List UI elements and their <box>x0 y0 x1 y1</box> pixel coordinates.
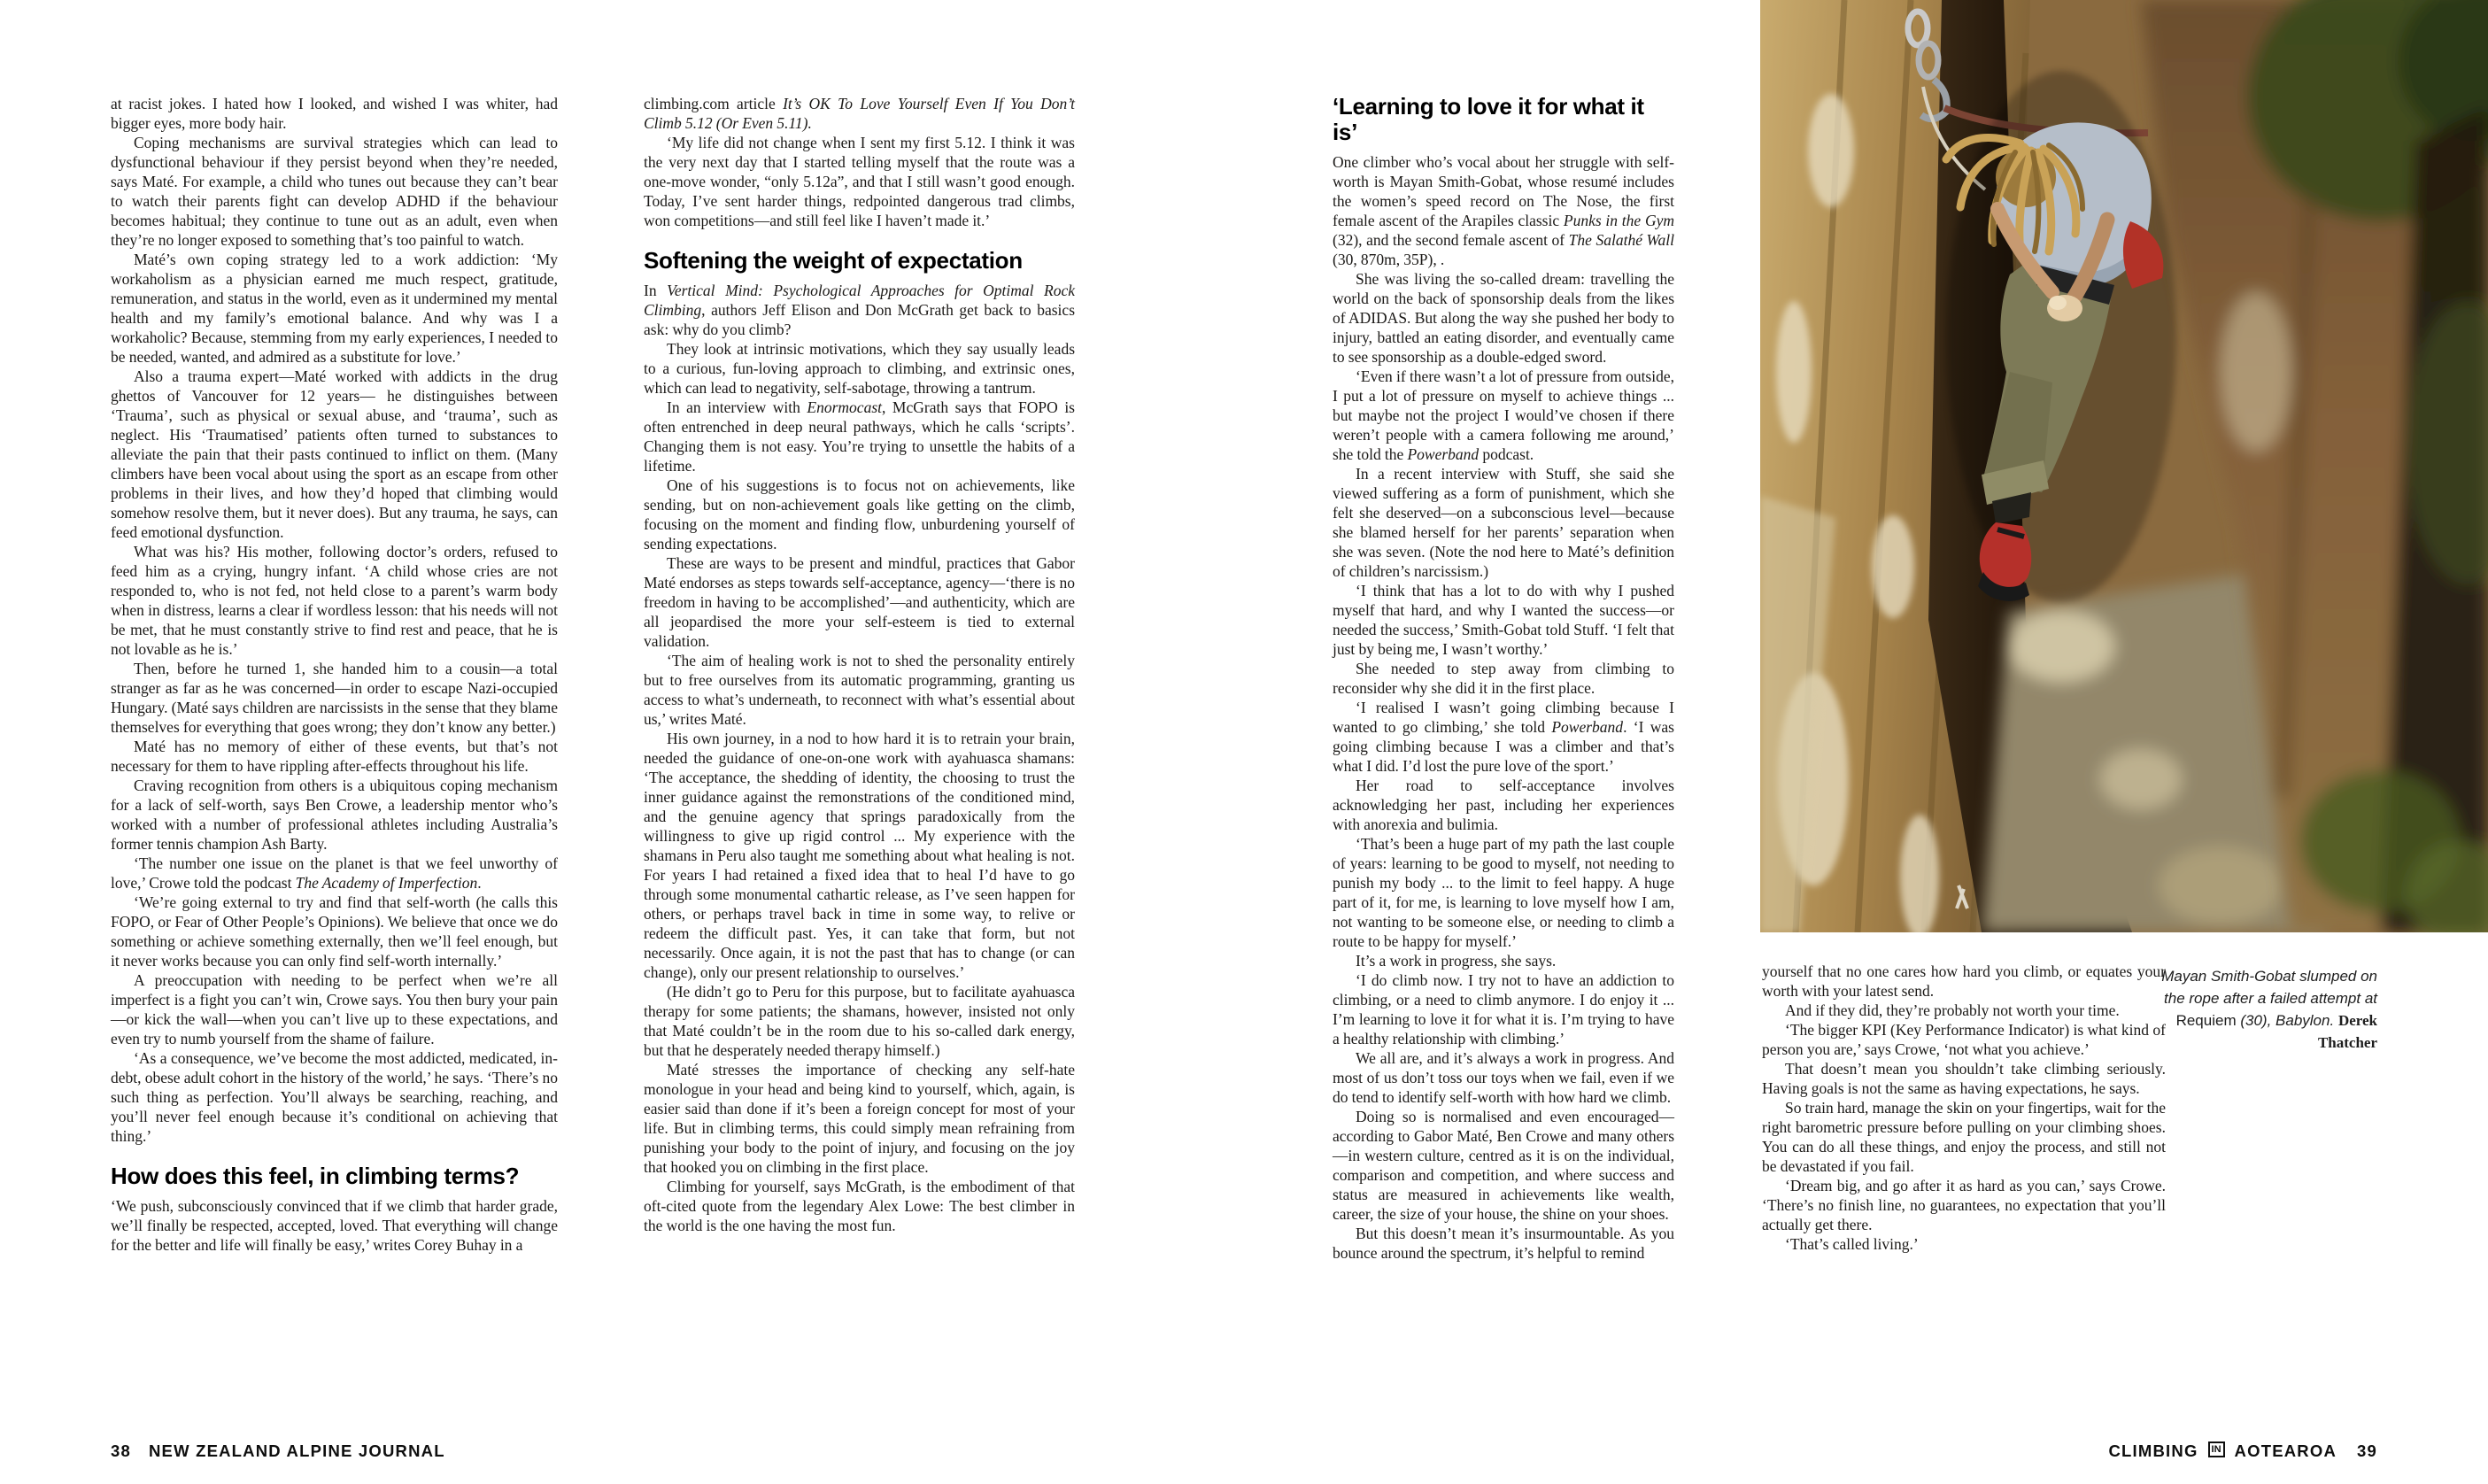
body-paragraph: In an interview with Enormocast, McGrath says that FOPO is often entrenched in deep neural pathways, which he calls ‘scripts’. Changing them is not easy. You’re trying to unsettle the habits of a lifetime. <box>644 398 1075 475</box>
body-paragraph: ‘The bigger KPI (Key Performance Indicator) is what kind of person you are,’ says Crowe, ‘not what you achieve.’ <box>1762 1021 2166 1058</box>
body-paragraph: Doing so is normalised and even encouraged—according to Gabor Maté, Ben Crowe and many others—in western culture, centred as it is on the individual, comparison and competition, and where success and status are measured in achievements like wealth, career, the size of your house, the shine on your shoes. <box>1333 1108 1674 1223</box>
footer-right <box>2108 1441 2377 1461</box>
section-heading-softening-expectation: Softening the weight of expectation <box>644 247 1023 274</box>
body-paragraph: ‘We’re going external to try and find that self-worth (he calls this FOPO, or Fear of Other People’s Opinions). We believe that once we do something or achieve something externally, then we’ll feel enough, but it never works because you can only find self-worth internally.’ <box>111 893 558 970</box>
right-page-column-2 <box>1762 962 2166 1254</box>
body-paragraph: Craving recognition from others is a ubiquitous coping mechanism for a lack of self-worth, says Ben Crowe, a leadership mentor who’s worked with a number of professional athletes including Australia’s former tennis champion Ash Barty. <box>111 777 558 853</box>
footer-word-aotearoa: AOTEAROA <box>2234 1441 2337 1460</box>
body-paragraph: Coping mechanisms are survival strategies which can lead to dysfunctional behaviour if they persist beyond when they’re needed, says Maté. For example, a child who tunes out because they can’t bear to watch their parents fight can develop ADHD if the behaviour becomes habitual; they continue to tune out as an adult, even when they’re no longer exposed to something that’s too painful to watch. <box>111 134 558 249</box>
body-paragraph: Her road to self-acceptance involves acknowledging her past, including her experiences with anorexia and bulimia. <box>1333 777 1674 833</box>
body-paragraph: What was his? His mother, following doctor’s orders, refused to feed him as a crying, hungry infant. ‘A child whose cries are not responded to, who is not fed, not held close to a parent’s warm body when in distress, learns a clear if wordless lesson: that his needs will not be met, that he must constantly strive to find rest and peace, that he is not lovable as he is.’ <box>111 543 558 658</box>
body-paragraph: ‘My life did not change when I sent my first 5.12. I think it was the very next day that I started telling myself that the route was a one-move wonder, “only 5.12a”, and that I still wasn’t good enough. Today, I’ve sent harder things, redpointed dangerous trad climbs, won competitions—and still feel like I haven’t made it.’ <box>644 134 1075 229</box>
body-paragraph: ‘The aim of healing work is not to shed the personality entirely but to free ourselves from its automatic programming, granting us access to what’s underneath, to reconnect with what’s essential about us,’ writes Maté. <box>644 652 1075 728</box>
footer-left <box>111 1441 445 1461</box>
body-paragraph: One climber who’s vocal about her struggle with self-worth is Mayan Smith-Gobat, whose resumé includes the women’s speed record on The Nose, the first female ascent of the Arapiles classic Punks in the Gym (32), and the second female ascent of The Salathé Wall (30, 870m, 35P), . <box>1333 153 1674 268</box>
body-paragraph: climbing.com article It’s OK To Love Yourself Even If You Don’t Climb 5.12 (Or Even 5.11). <box>644 95 1075 132</box>
body-paragraph: ‘We push, subconsciously convinced that if we climb that harder grade, we’ll finally be respected, accepted, loved. That everything will change for the better and life will finally be easy,’ writes Corey Buhay in a <box>111 1197 558 1254</box>
body-paragraph: Climbing for yourself, says McGrath, is the embodiment of that oft-cited quote from the legendary Alex Lowe: The best climber in the world is the one having the most fun. <box>644 1178 1075 1234</box>
body-paragraph: A preoccupation with needing to be perfect when we’re all imperfect is a fight you can’t win, Crowe says. You then bury your pain—or kick the wall—when you can’t live up to these expectations, and even try to numb yourself from the shame of failure. <box>111 971 558 1047</box>
section-heading-learning-to-love-it: ‘Learning to love it for what it is’ <box>1333 93 1644 145</box>
body-paragraph: yourself that no one cares how hard you climb, or equates your worth with your latest send. <box>1762 962 2166 1000</box>
body-paragraph: ‘That’s been a huge part of my path the last couple of years: learning to be good to myself, not needing to punish my body ... to the limit to feel happy. A huge part of it, for me, is learning to love myself how I am, not wanting to be someone else, or needing to climb a route to be happy for myself.’ <box>1333 835 1674 950</box>
body-paragraph: So train hard, manage the skin on your fingertips, wait for the right barometric pressure before pulling on your climbing shoes. You can do all these things, and enjoy the process, and still not be devastated if you fail. <box>1762 1099 2166 1175</box>
body-paragraph: ‘The number one issue on the planet is that we feel unworthy of love,’ Crowe told the podcast The Academy of Imperfection. <box>111 854 558 892</box>
body-paragraph: One of his suggestions is to focus not on achievements, like sending, but on non-achievement goals like getting on the climb, focusing on the moment and finding flow, unburdening yourself of sending expectations. <box>644 476 1075 553</box>
body-paragraph: Maté has no memory of either of these events, but that’s not necessary for them to have rippling after-effects throughout his life. <box>111 738 558 775</box>
body-paragraph: She was living the so-called dream: travelling the world on the back of sponsorship deals from the likes of ADIDAS. But along the way she pushed her body to injury, battled an eating disorder, and eventually came to see sponsorship as a double-edged sword. <box>1333 270 1674 366</box>
body-paragraph: They look at intrinsic motivations, which they say usually leads to a curious, fun-loving approach to climbing, and extrinsic ones, which can lead to negativity, self-sabotage, throwing a tantrum. <box>644 340 1075 397</box>
body-paragraph: ‘As a consequence, we’ve become the most addicted, medicated, in-debt, obese adult cohort in the history of the world,’ he says. ‘There’s no such thing as perfection. You’ll always be searching, reaching, and you’ll never feel enough because it’s conditional on achieving that thing.’ <box>111 1049 558 1145</box>
climber-figure <box>1946 71 2176 602</box>
body-paragraph: She needed to step away from climbing to reconsider why she did it in the first place. <box>1333 660 1674 697</box>
left-page-column-2 <box>644 94 1075 1235</box>
body-paragraph: Also a trauma expert—Maté worked with addicts in the drug ghettos of Vancouver for 12 years— he distinguishes between ‘Trauma’, such as physical or sexual abuse, and ‘trauma’, such as neglect. His ‘Traumatised’ patients often turned to substances to alleviate the pain that their pasts continued to inflict on them. (Many climbers have been vocal about using the sport as an escape from other problems in their lives, and how they’d hoped that climbing would somehow resolve them, but it never does). But any trauma, he says, can feed emotional dysfunction. <box>111 367 558 541</box>
body-paragraph: ‘That’s called living.’ <box>1785 1235 1919 1253</box>
body-paragraph: at racist jokes. I hated how I looked, and wished I was whiter, had bigger eyes, more body hair. <box>111 95 558 132</box>
body-paragraph: Then, before he turned 1, she handed him to a cousin—a total stranger as far as he was concerned—in order to escape Nazi-occupied Hungary. (Maté says children are narcissists in the sense that they blame themselves for everything that goes wrong; they don’t know any better.) <box>111 660 558 736</box>
body-paragraph: It’s a work in progress, she says. <box>1356 952 1557 970</box>
right-page-column-1 <box>1333 94 1674 1263</box>
in-badge: IN <box>2208 1441 2225 1457</box>
body-paragraph: ‘I do climb now. I try not to have an addiction to climbing, or a need to climb anymore. I do enjoy it ... I’m learning to love it for what it is. I’m trying to have a healthy relationship with climbing.’ <box>1333 971 1674 1047</box>
body-paragraph: ‘I think that has a lot to do with why I pushed myself that hard, and why I wanted the success—or needed the success,’ Smith-Gobat told Stuff. ‘I felt that just by being me, I wasn’t worthy.’ <box>1333 582 1674 658</box>
photo-caption: Mayan Smith-Gobat slumped on the rope after a failed attempt at Requiem (30), Babylon. Derek Thatcher <box>2161 968 2377 1051</box>
body-paragraph: Maté’s own coping strategy led to a work addiction: ‘My workaholism as a physician earned me much respect, gratitude, remuneration, and status in the world, even as it undermined my mental health and my family’s emotional balance. And why was I a workaholic? Because, stemming from my early experiences, I needed to be needed, wanted, and admired as a substitute for love.’ <box>111 251 558 366</box>
body-paragraph: (He didn’t go to Peru for this purpose, but to facilitate ayahuasca therapy for some patients; the shamans, however, insisted not only that Maté couldn’t be in the room due to his so-called dark energy, but that he desperately needed therapy himself.) <box>644 983 1075 1059</box>
body-paragraph: ‘Dream big, and go after it as hard as you can,’ says Crowe. ‘There’s no finish line, no guarantees, no expectation that you’ll actually get there. <box>1762 1177 2166 1233</box>
section-heading-how-does-this-feel: How does this feel, in climbing terms? <box>111 1163 520 1189</box>
page-number-right: 39 <box>2357 1441 2377 1460</box>
body-paragraph: His own journey, in a nod to how hard it is to retrain your brain, needed the guidance of one-on-one work with ayahuasca shamans: ‘The acceptance, the shedding of identity, the choosing to trust the inner guidance against the remonstrations of the conditioned mind, and the genuine agency that springs paradoxically from the willingness to give up rigid control ... My experience with the shamans in Peru also taught me something about what healing is not. For years I had retained a fixed idea that to heal I’d have to go through some monumental cathartic release, as I’ve seen happen for others, or perhaps travel back in time in some way, to relive or redeem the difficult past. Yes, it can take that form, but not necessarily. Once again, it is not the past that has to change (or can change), only our present relationship to ourselves.’ <box>644 730 1075 981</box>
body-paragraph: In a recent interview with Stuff, she said she viewed suffering as a form of punishment, which she felt she deserved—on a subconscious level—because she blamed herself for her parents’ separation when she was seven. (Note the nod here to Maté’s definition of children’s narcissism.) <box>1333 465 1674 580</box>
footer-word-climbing: CLIMBING <box>2108 1441 2198 1460</box>
body-paragraph: ‘I realised I wasn’t going climbing because I wanted to go climbing,’ she told Powerband. ‘I was going climbing because I was a climber and that’s what I did. I’d lost the pure love of the sport.’ <box>1333 699 1674 775</box>
climber-photo <box>1760 0 2488 932</box>
journal-title: NEW ZEALAND ALPINE JOURNAL <box>148 1441 445 1460</box>
page-number-left: 38 <box>111 1441 131 1460</box>
body-paragraph: These are ways to be present and mindful, practices that Gabor Maté endorses as steps towards self-acceptance, agency—‘there is no freedom in having to be accomplished’—and authenticity, which are all jeopardised the more your self-esteem is tied to external validation. <box>644 554 1075 650</box>
body-paragraph: ‘Even if there wasn’t a lot of pressure from outside, I put a lot of pressure on myself to achieve things ... but maybe not the project I would’ve chosen if there weren’t people with a camera following me around,’ she told the Powerband podcast. <box>1333 367 1674 463</box>
body-paragraph: And if they did, they’re probably not worth your time. <box>1785 1001 2120 1019</box>
body-paragraph: That doesn’t mean you shouldn’t take climbing seriously. Having goals is not the same as having expectations, he says. <box>1762 1060 2166 1097</box>
body-paragraph: We all are, and it’s always a work in progress. And most of us don’t toss our toys when we fail, even if we do tend to identify self-worth with how hard we climb. <box>1333 1049 1674 1106</box>
body-paragraph: Maté stresses the importance of checking any self-hate monologue in your head and being kind to yourself, which, again, is easier said than done if it’s been a foreign concept for most of your life. But in climbing terms, this could simply mean refraining from punishing your body to the point of injury, and focusing on the joy that hooked you on climbing in the first place. <box>644 1061 1075 1176</box>
body-paragraph: But this doesn’t mean it’s insurmountable. As you bounce around the spectrum, it’s helpful to remind <box>1333 1225 1674 1262</box>
left-page-column-1 <box>111 94 558 1255</box>
body-paragraph: In Vertical Mind: Psychological Approaches for Optimal Rock Climbing, authors Jeff Elison and Don McGrath get back to basics ask: why do you climb? <box>644 282 1075 338</box>
